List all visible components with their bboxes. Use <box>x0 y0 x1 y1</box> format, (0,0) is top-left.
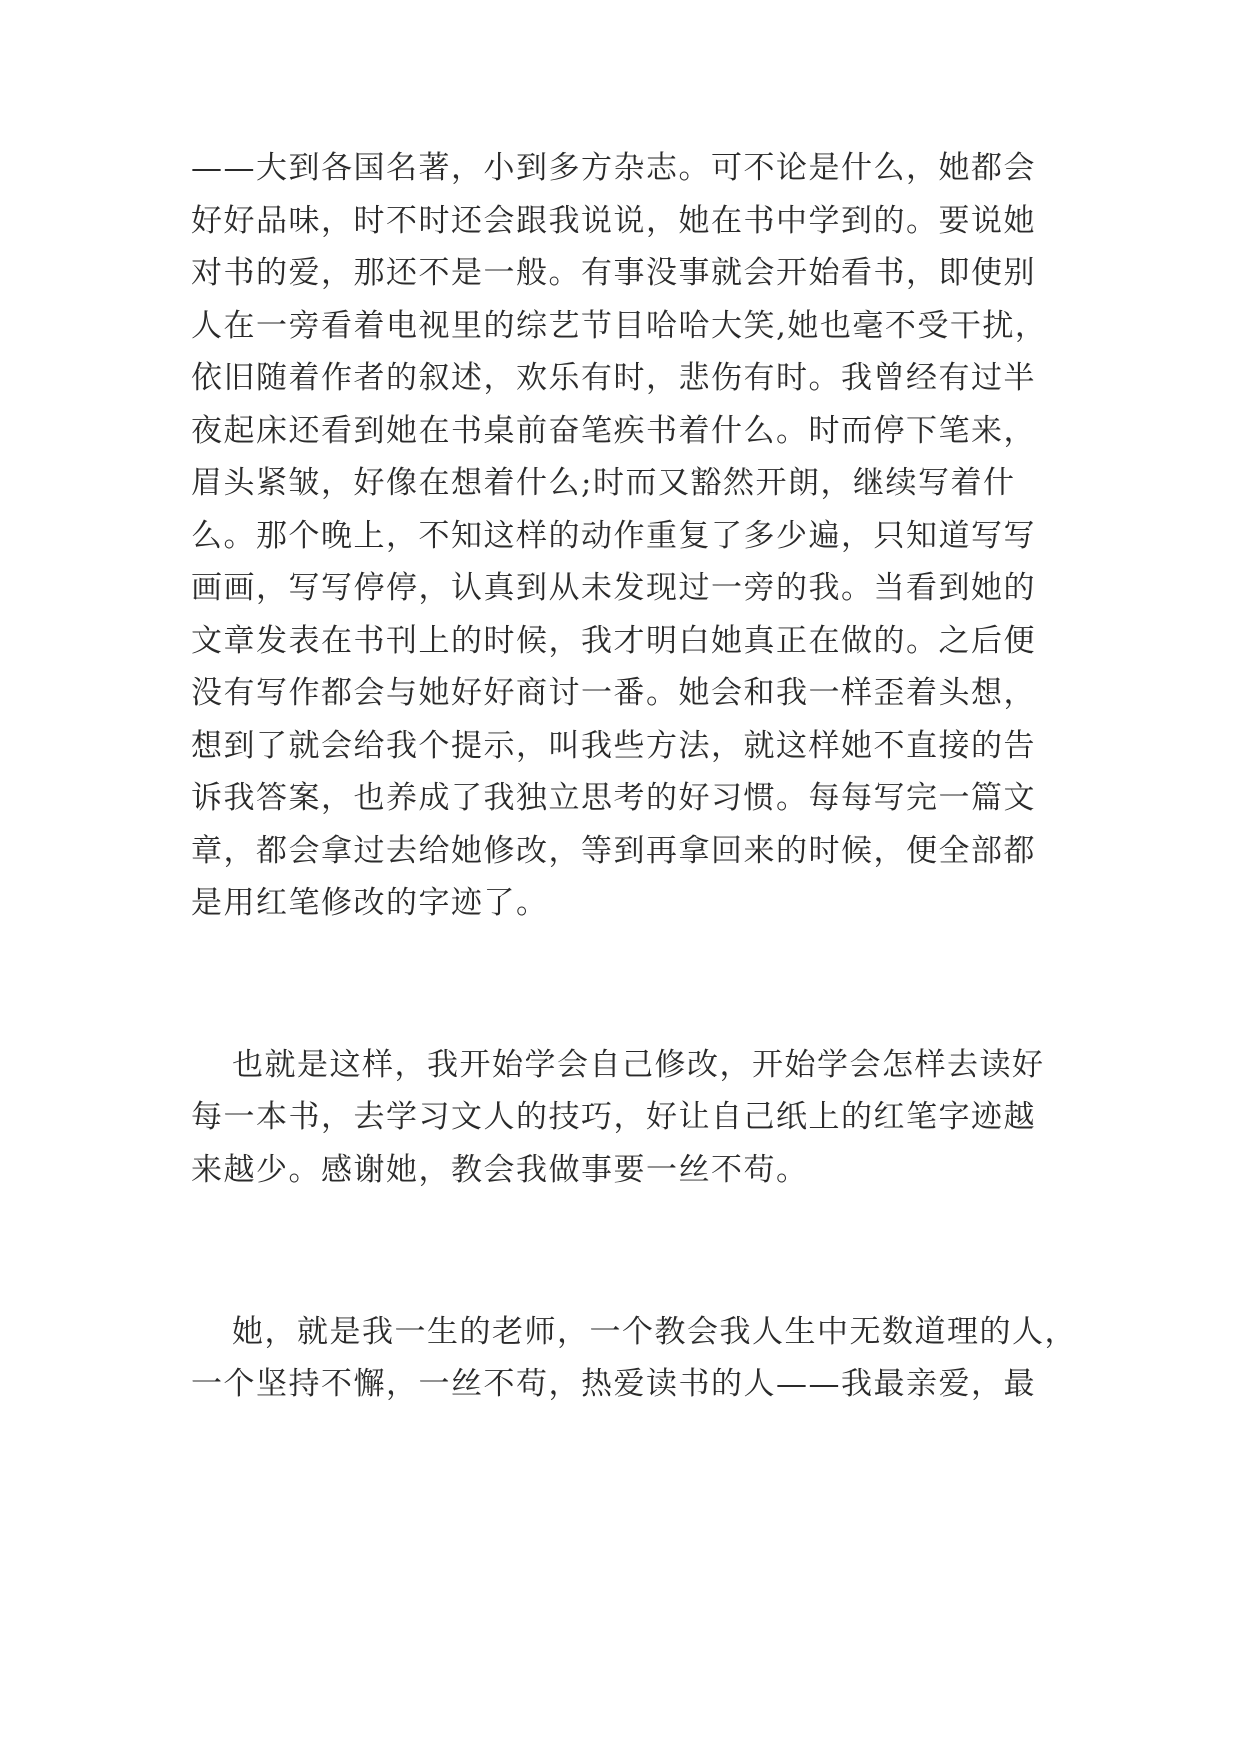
text-line: 对书的爱，那还不是一般。有事没事就会开始看书，即使别 <box>191 255 1036 291</box>
text-line: 眉头紧皱，好像在想着什么;时而又豁然开朗，继续写着什 <box>191 465 1016 501</box>
text-line: 人在一旁看着电视里的综艺节目哈哈大笑,她也毫不受干扰， <box>191 308 1048 344</box>
text-line: 想到了就会给我个提示，叫我些方法，就这样她不直接的告 <box>191 728 1036 764</box>
text-line: 依旧随着作者的叙述，欢乐有时，悲伤有时。我曾经有过半 <box>191 360 1036 396</box>
text-line: 画画，写写停停，认真到从未发现过一旁的我。当看到她的 <box>191 570 1036 606</box>
text-line: 一个坚持不懈，一丝不苟，热爱读书的人——我最亲爱，最 <box>191 1366 1036 1402</box>
text-line: 也就是这样，我开始学会自己修改，开始学会怎样去读好 <box>232 1047 1045 1083</box>
text-line: 没有写作都会与她好好商讨一番。她会和我一样歪着头想， <box>191 675 1036 711</box>
text-line: 么。那个晚上，不知这样的动作重复了多少遍，只知道写写 <box>191 518 1036 554</box>
text-line: 好好品味，时不时还会跟我说说，她在书中学到的。要说她 <box>191 203 1036 239</box>
text-line: 章，都会拿过去给她修改，等到再拿回来的时候，便全部都 <box>191 833 1036 869</box>
text-line: 她，就是我一生的老师，一个教会我人生中无数道理的人， <box>232 1314 1077 1350</box>
text-line: 夜起床还看到她在书桌前奋笔疾书着什么。时而停下笔来， <box>191 413 1036 449</box>
text-line: 每一本书，去学习文人的技巧，好让自己纸上的红笔字迹越 <box>191 1099 1036 1135</box>
text-line: 是用红笔修改的字迹了。 <box>191 885 549 921</box>
text-line: 诉我答案，也养成了我独立思考的好习惯。每每写完一篇文 <box>191 780 1036 816</box>
text-line: ——大到各国名著，小到多方杂志。可不论是什么，她都会 <box>191 150 1036 186</box>
text-line: 文章发表在书刊上的时候，我才明白她真正在做的。之后便 <box>191 623 1036 659</box>
text-line: 来越少。感谢她，教会我做事要一丝不苟。 <box>191 1152 809 1188</box>
